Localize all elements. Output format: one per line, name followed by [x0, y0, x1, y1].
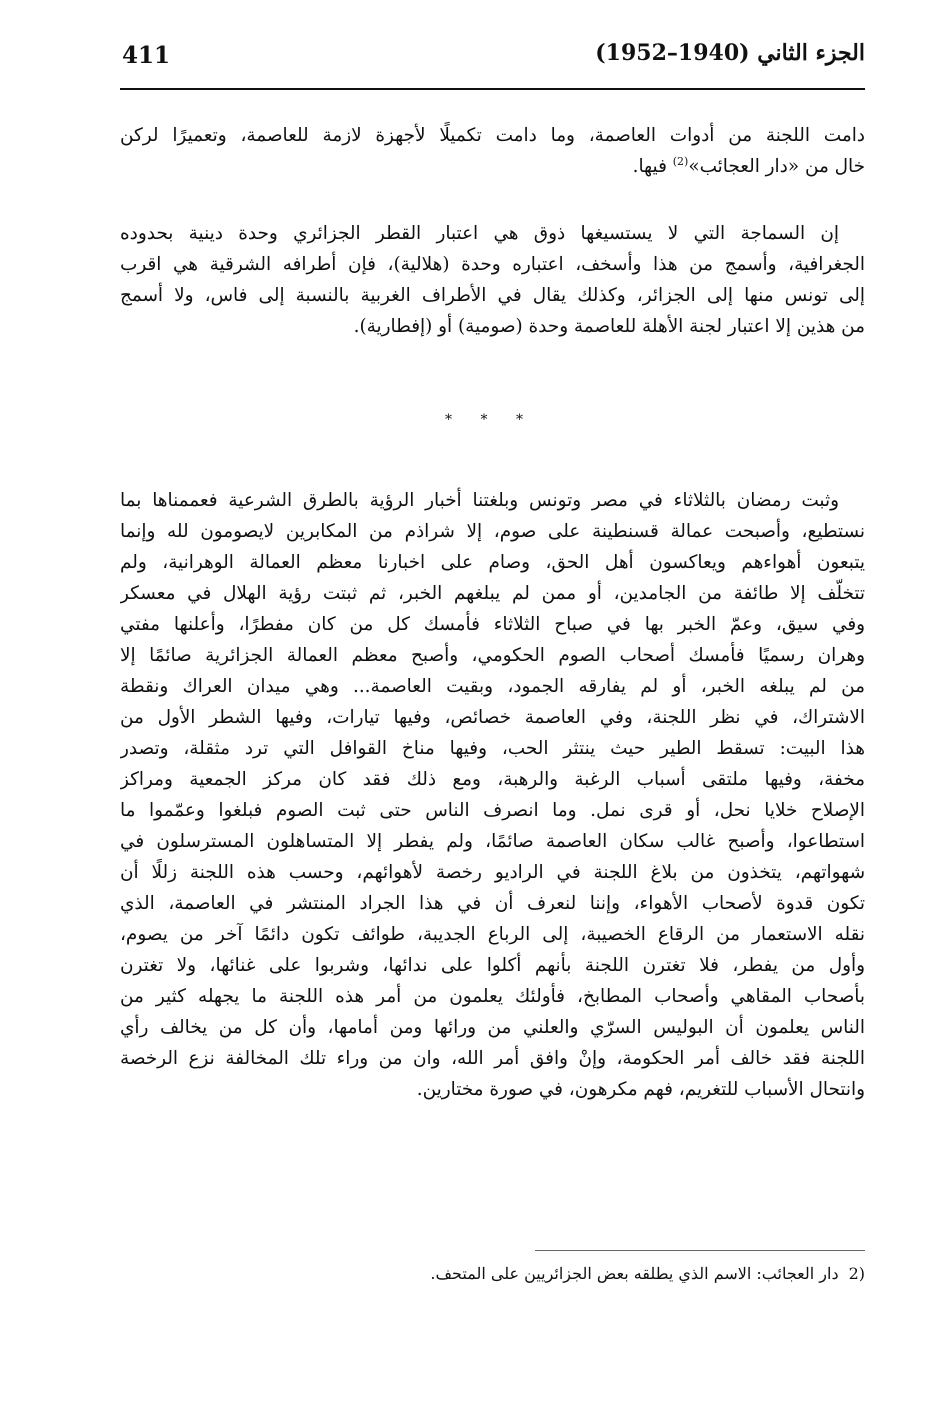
page-header: [118, 40, 865, 76]
text-line: مخفة، وفيها ملتقى أسباب الرغبة والرهبة، ومع ذلك فقد كان مركز الجمعية ومراكز: [120, 769, 865, 790]
section-separator: * * *: [445, 412, 535, 428]
text-line: الناس يعلمون أن البوليس السرّي والعلني من ورائها ومن أمامها، وأن كل من يخالف رأي: [120, 1017, 865, 1038]
footnote-reference: (2): [672, 154, 689, 168]
paragraph-2: [120, 218, 865, 342]
text-line: الجغرافية، وأسمج من هذا وأسخف، اعتباره وحدة (هلالية)، فإن أطرافه الشرقية هي اقرب: [120, 254, 865, 275]
text-line: شهواتهم، يتخذون من بلاغ اللجنة في الراديو رخصة لأهوائهم، وحسب هذه اللجنة زللًا أن: [120, 862, 865, 883]
text-line: هذا البيت: تسقط الطير حيث ينتثر الحب، وفيها مناخ القوافل التي ترد مثقلة، وتصدر: [120, 738, 865, 759]
text-line: تتخلّف إلا طائفة من الجامدين، أو ممن لم يبلغهم الخبر، ثم ثبتت رؤية الهلال في معسكر: [120, 583, 865, 604]
text-line: [120, 151, 865, 182]
footnote: [305, 1262, 865, 1286]
text-line: وفي سيق، وعمّ الخبر بها في صباح الثلاثاء فأمسك كل من كان مفطرًا، وأعلنها مفتي: [120, 614, 865, 635]
text-line: إن السماجة التي لا يستسيغها ذوق هي اعتبار القطر الجزائري وحدة دينية بحدوده: [120, 223, 839, 244]
text-line: وهران رسميًا فأمسك أصحاب الصوم الحكومي، وأصبح معظم العمالة الجزائرية صائمًا إلا: [120, 645, 865, 666]
text-line: وثبت رمضان بالثلاثاء في مصر وتونس وبلغتنا أخبار الرؤية بالطرق الشرعية فعممناها بما: [120, 490, 839, 511]
text-line: بأصحاب المقاهي وأصحاب المطابخ، فأولئك يعلمون من أمر هذه اللجنة ما يجهله كثير من: [120, 986, 865, 1007]
page-number: 411: [122, 42, 171, 69]
text-line: يتبعون أهواءهم ويعاكسون أهل الحق، وصام على اخبارنا معظم العمالة الوهرانية، ولم: [120, 552, 865, 573]
text-line: نستطيع، وأصبحت عمالة قسنطينة على صوم، إلا شراذم من المكابرين لايصومون لله وإنما: [120, 521, 865, 542]
running-head: الجزء الثاني (1940–1952): [595, 40, 865, 66]
text-line: اللجنة فقد خالف أمر الحكومة، وإنْ وافق أمر الله، وان من وراء تلك المخالفة نزع الرخصة: [120, 1048, 865, 1069]
paragraph-1: [120, 120, 865, 182]
text-line: من هذين إلا اعتبار لجنة الأهلة للعاصمة وحدة (صومية) أو (إفطارية).: [353, 316, 865, 337]
text-line: الاشتراك، في نظر اللجنة، وفي العاصمة خصائص، وفيها تيارات، وفيها الشطر الأول من: [120, 707, 865, 728]
text-line: دامت اللجنة من أدوات العاصمة، وما دامت تكميلًا لأجهزة لازمة للعاصمة، وتعميرًا لركن: [120, 125, 865, 146]
footnote-text: دار العجائب: الاسم الذي يطلقه بعض الجزائريين على المتحف.: [430, 1264, 839, 1283]
text-line: من لم يبلغه الخبر، أو لم يفارقه الجمود، وبقيت العاصمة... وهي ميدان العراك ونقطة: [120, 676, 865, 697]
text-line: وانتحال الأسباب للتغريم، فهم مكرهون، في صورة مختارين.: [416, 1079, 865, 1100]
text-line: نقله الاستعمار من الرقاع الخصيبة، إلى الرباع الجديبة، طوائف تكون دائمًا آخر من يصوم،: [120, 924, 865, 945]
header-rule: [120, 88, 865, 90]
paragraph-3: [120, 485, 865, 1105]
footnote-number: 2): [848, 1264, 865, 1283]
text-line: إلى تونس منها إلى الجزائر، وكذلك يقال في الأطراف الغربية بالنسبة إلى فاس، ولا أسمج: [120, 285, 865, 306]
text-line: وأول من يفطر، فلا تغترن اللجنة بأنهم أكلوا على ندائها، وشربوا على غنائها، ولا تغترن: [120, 955, 865, 976]
text-line: استطاعوا، وأصبح غالب سكان العاصمة صائمًا، ولم يفطر إلا المتساهلون المسترسلون في: [120, 831, 865, 852]
text-fragment: فيها.: [632, 156, 667, 177]
text-fragment: خال من «دار العجائب»: [688, 156, 865, 177]
footnote-rule: [535, 1250, 865, 1251]
text-line: الإصلاح خلايا نحل، أو قرى نمل. وما انصرف الناس حتى ثبت الصوم فبلغوا وعمّموا ما: [120, 800, 865, 821]
text-line: تكون قدوة لأصحاب الأهواء، وإننا لنعرف أن في هذا الجراد المنتشر في العاصمة، الذي: [120, 893, 865, 914]
